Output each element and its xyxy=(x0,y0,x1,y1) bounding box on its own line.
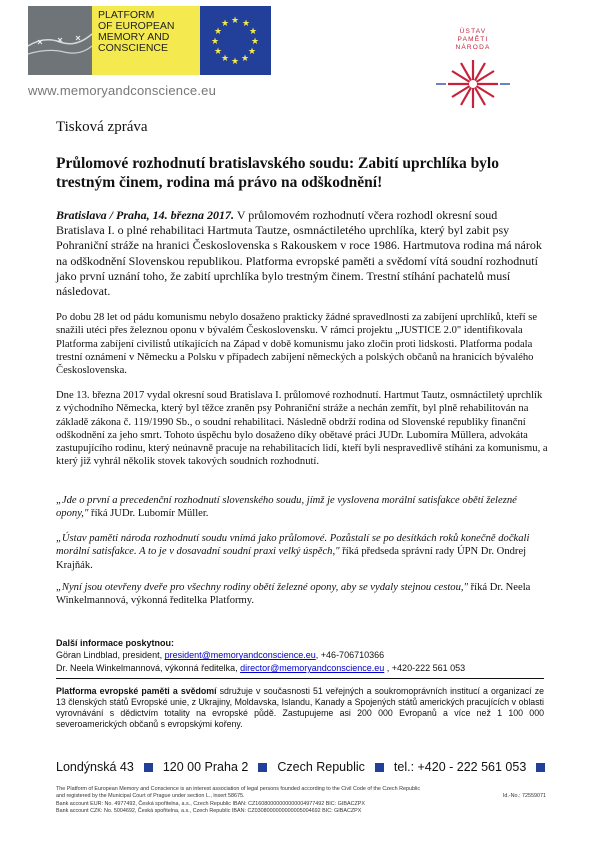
headline: Průlomové rozhodnutí bratislavského soudu: Zabití uprchlíka bylo trestným činem, rodina má právo na odškodnění! xyxy=(56,155,499,191)
svg-text:★: ★ xyxy=(230,16,240,26)
legal-footer: The Platform of European Memory and Conscience is an interest association of legal persons founded according to the Civil Code of the Czech Republic and registered by the Municipal Court of Prague under section L., insert 58675. Id.-No.: 72559071 Bank account EUR: No. 4977492, Česká spořitelna, a.s., Czech Republic IBAN: CZ16080000000000004977492 BIC: GIBACZPX Bank account CZK: No. 5004692, Česká spořitelna, a.s., Czech Republic IBAN: CZ0308000000000005004692 BIC: GIBACZPX xyxy=(56,786,546,815)
about-platform: Platforma evropské paměti a svědomí sdružuje v současnosti 51 veřejných a soukromoprávních institucí a organizací ze 13 členských států Evropské unie, z Ukrajiny, Moldavska, Islandu, Kanady a Spojených států amerických pracujících v oblasti vyrovnávání s dědictvím totality na evropské půdě. Zastupujeme asi 200 000 Evropanů a více než 1 100 000 severoamerických občanů s evropskými kořeny. xyxy=(56,686,544,729)
platform-logo xyxy=(28,6,271,75)
svg-text:★: ★ xyxy=(247,47,257,57)
svg-text:★: ★ xyxy=(248,27,258,37)
quote-krajnak: „Ústav paměti národa rozhodnutí soudu vnímá jako průlomové. Pozůstalí se po desítkách roků konečně dočkali morální satisfakce. A to je v dosavadní soudní praxi velký úspěch," říká předseda správní rady ÚPN Dr. Ondrej Krajňák. xyxy=(56,533,530,571)
quote-muller: „Jde o první a precedenční rozhodnutí slovenského soudu, jímž je vyslovena morální satisfakce obětí železné opony," říká JUDr. Lubomír Müller. xyxy=(56,495,517,520)
lead-paragraph: Bratislava / Praha, 14. března 2017. V průlomovém rozhodnutí včera rozhodl okresní soud Bratislava I. o plné rehabilitaci Hartmuta Tautze, osmnáctiletého uprchlíka, který byl zabit psy Pohraniční stráže na hranici Československa s Rakouskem v roce 1986. Hartmutova rodina má nárok na odškodnění Slovenskou republikou. Platforma evropské paměti a svědomí vítá soudní rozhodnutí jako první uznání toho, že zabití uprchlíka bylo trestným činem. Trestní stíhání pachatelů musí následovat. xyxy=(56,208,542,299)
paragraph-court: Dne 13. března 2017 vydal okresní soud Bratislava I. průlomové rozhodnutí. Hartmut Tautz, osmnáctiletý uprchlík z východního Německa, který byl těžce zraněn psy Pohraniční stráže a nechán zemřít, byl plně rehabilitován na základě zákona č. 119/1990 Sb., o soudní rehabilitaci. Následně obdrží rodina od Slovenské republiky finanční odškodnění za jeho smrt. Tohoto úspěchu bylo dosaženo díky obětavé práci JUDr. Lubomíra Müllera, advokáta zastupujícího rodinu, který neúnavně pracuje na rehabilitacích lidí, kteří byli nespravedlivě stíháni za komunismu, a který již vyhrál několik stovek takových soudních rozhodnutí. xyxy=(56,390,548,468)
contact-president: Göran Lindblad, president, president@memoryandconscience.eu, +46-706710366 xyxy=(56,650,385,661)
svg-text:★: ★ xyxy=(210,37,220,47)
square-bullet-icon xyxy=(144,763,153,772)
address-city: 120 00 Praha 2 xyxy=(162,760,249,774)
upn-logo-mark-icon xyxy=(430,58,516,110)
svg-text:★: ★ xyxy=(220,19,230,29)
svg-text:★: ★ xyxy=(241,19,251,29)
document-label: Tisková zpráva xyxy=(56,119,148,135)
director-email-link[interactable]: director@memoryandconscience.eu xyxy=(240,662,385,673)
address-street: Londýnská 43 xyxy=(56,760,134,774)
website-url: www.memoryandconscience.eu xyxy=(28,83,217,98)
barbed-wire-graphic xyxy=(28,6,92,75)
eu-flag-icon xyxy=(200,6,271,75)
president-email-link[interactable]: president@memoryandconscience.eu xyxy=(164,650,316,661)
contact-director: Dr. Neela Winkelmannová, výkonná ředitelka, director@memoryandconscience.eu , +420-222 561 053 xyxy=(56,662,466,673)
quote-winkelmann: „Nyní jsou otevřeny dveře pro všechny rodiny obětí železné opony, aby se vydaly stejnou cestou," říká Dr. Neela Winkelmannová, výkonná ředitelka Platformy. xyxy=(56,582,531,607)
address-phone: tel.: +420 - 222 561 053 xyxy=(393,760,527,774)
platform-logo-text: PLATFORM OF EUROPEAN MEMORY AND CONSCIENCE xyxy=(92,6,200,75)
square-bullet-icon xyxy=(258,763,267,772)
square-bullet-icon xyxy=(375,763,384,772)
contacts-block xyxy=(56,637,556,674)
svg-text:★: ★ xyxy=(240,54,250,64)
svg-text:★: ★ xyxy=(220,54,230,64)
address-line xyxy=(56,760,545,774)
svg-text:★: ★ xyxy=(250,37,260,47)
svg-text:★: ★ xyxy=(230,57,240,67)
paragraph-justice: Po dobu 28 let od pádu komunismu nebylo dosaženo prakticky žádné spravedlnosti za zabíjení uprchlíků, kteří se snažili utéci přes železnou oponu v bývalém Československu. V rámci projektu „JUSTICE 2.0" identifikovala Platforma zabíjení civilistů utíkajících na Západ v době komunismu jako zločin proti lidskosti. Platforma podala trestní oznámení v Německu a Polsku v případech zabíjení německých a polských občanů na hranicích bývalého Československa. xyxy=(56,312,538,377)
svg-text:★: ★ xyxy=(213,47,223,57)
contacts-title: Další informace poskytnou: xyxy=(56,638,175,648)
divider xyxy=(56,678,544,679)
svg-text:★: ★ xyxy=(213,27,223,37)
square-bullet-icon xyxy=(536,763,545,772)
upn-logo-text: ÚSTAV PAMĚTI NÁRODA xyxy=(455,28,491,51)
address-country: Czech Republic xyxy=(277,760,365,774)
